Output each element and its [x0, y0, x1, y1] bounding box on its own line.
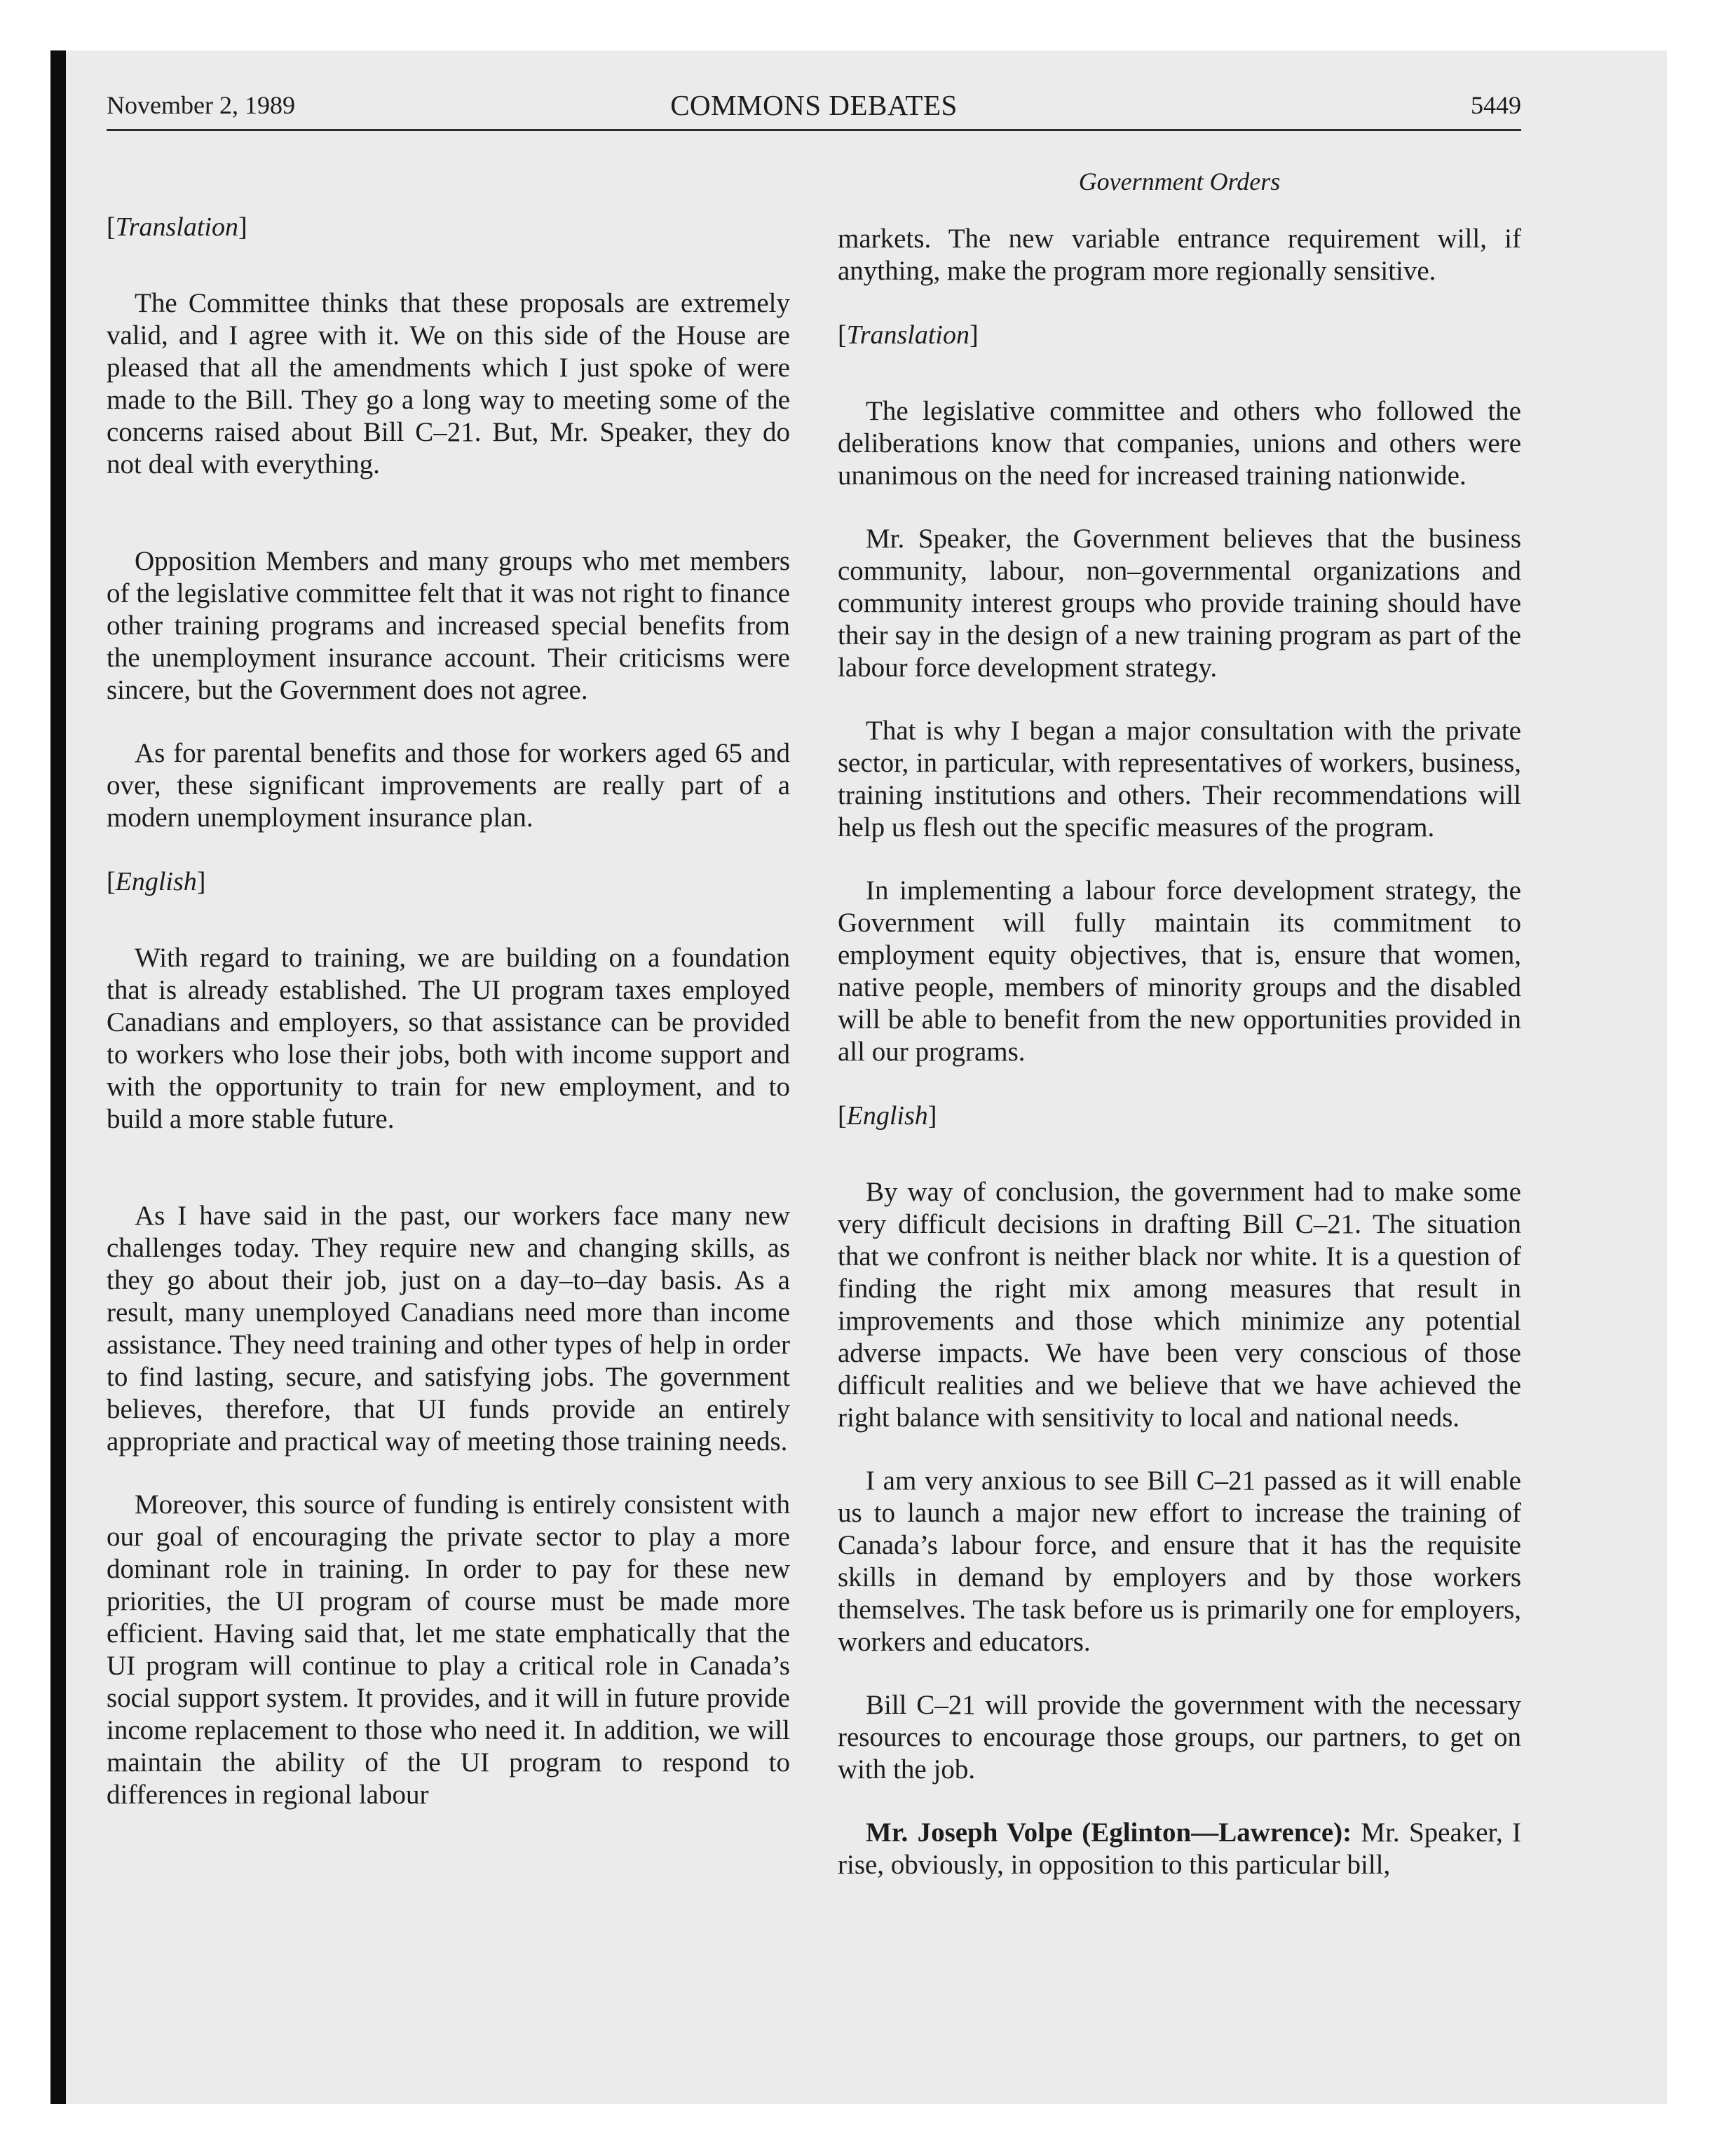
speech-paragraph: [838, 1817, 1521, 1881]
paragraph: Moreover, this source of funding is entirely consistent with our goal of encouraging the private sector to play a more dominant role in training. In order to pay for these new priorities, the UI program of course must be made more efficient. Having said that, let me state emphatically that the UI program will continue to play a critical role in Canada’s social support system. It provides, and it will in future provide income replacement to those who need it. In addition, we will maintain the ability of the UI program to respond to differences in regional labour: [107, 1489, 790, 1810]
left-column: [107, 210, 790, 1842]
paragraph: As for parental benefits and those for workers aged 65 and over, these significant improvements are really part of a modern unemployment insurance plan.: [107, 738, 790, 833]
paragraph: Bill C–21 will provide the government with the necessary resources to encourage those groups, our partners, to get on with the job.: [838, 1690, 1521, 1785]
speaker-name: Mr. Joseph Volpe (Eglinton—Lawrence):: [866, 1817, 1352, 1848]
language-tag-text: Translation: [846, 320, 969, 350]
speech-text: Mr. Speaker, I rise, obviously, in opposition to this particular bill,: [838, 1817, 1521, 1880]
scan-edge-shadow: [50, 50, 66, 2104]
header-page-number: 5449: [1471, 91, 1521, 119]
page-header: [107, 84, 1521, 126]
header-rule: [107, 129, 1521, 131]
paragraph: That is why I began a major consultation with the private sector, in particular, with representatives of workers, business, training institutions and others. Their recommendations will help us flesh out the specific measures of the program.: [838, 716, 1521, 842]
paragraph: Opposition Members and many groups who met members of the legislative committee felt that it was not right to finance other training programs and increased special benefits from the unemployment insurance account. Their criticisms were sincere, but the Government does not agree.: [107, 546, 790, 705]
paragraph: With regard to training, we are building on a foundation that is already established. The UI program taxes employed Canadians and employers, so that assistance can be provided to workers who lose their jobs, both with income support and with the opportunity to train for new employment, and to build a more stable future.: [107, 943, 790, 1134]
right-column: [838, 223, 1521, 1912]
language-tag-text: English: [846, 1101, 928, 1131]
paragraph: As I have said in the past, our workers face many new challenges today. They require new and changing skills, as they go about their job, just on a day–to–day basis. As a result, many unemployed Canadians need more than income assistance. They need training and other types of help in order to find lasting, secure, and satisfying jobs. The government believes, therefore, that UI funds provide an entirely appropriate and practical way of meeting those training needs.: [107, 1201, 790, 1456]
paragraph: The legislative committee and others who followed the deliberations know that companies, unions and others were unanimous on the need for increased training nationwide.: [838, 396, 1521, 491]
header-publication: COMMONS DEBATES: [670, 89, 958, 121]
paragraph: Mr. Speaker, the Government believes that the business community, labour, non–governmental organizations and community interest groups who provide training should have their say in the design of a new training program as part of the labour force development strategy.: [838, 524, 1521, 683]
paragraph: In implementing a labour force development strategy, the Government will fully maintain its commitment to employment equity objectives, that is, ensure that women, native people, members of minority groups and the disabled will be able to benefit from the new opportunities provided in all our programs.: [838, 875, 1521, 1067]
language-tag: [Translation]: [838, 320, 979, 350]
section-title: Government Orders: [1078, 168, 1281, 196]
language-tag-text: English: [115, 867, 197, 896]
paragraph: By way of conclusion, the government had to make some very difficult decisions in drafting Bill C–21. The situation that we confront is neither black nor white. It is a question of finding the right mix among measures that result in improvements and those which minimize any potential adverse impacts. We have been very conscious of those difficult realities and we believe that we have achieved the right balance with sensitivity to local and national needs.: [838, 1177, 1521, 1433]
language-tag: [Translation]: [107, 212, 247, 242]
paragraph: markets. The new variable entrance requirement will, if anything, make the program more regionally sensitive.: [838, 224, 1521, 286]
header-date: November 2, 1989: [107, 91, 295, 119]
paragraph: I am very anxious to see Bill C–21 passed as it will enable us to launch a major new effort to increase the training of Canada’s labour force, and ensure that it has the requisite skills in demand by employers and by those workers themselves. The task before us is primarily one for employers, workers and educators.: [838, 1466, 1521, 1657]
language-tag: [English]: [107, 867, 206, 896]
language-tag: [English]: [838, 1101, 937, 1131]
language-tag-text: Translation: [115, 212, 238, 242]
paragraph: The Committee thinks that these proposals are extremely valid, and I agree with it. We on this side of the House are pleased that all the amendments which I just spoke of were made to the Bill. They go a long way to meeting some of the concerns raised about Bill C–21. But, Mr. Speaker, they do not deal with everything.: [107, 288, 790, 479]
